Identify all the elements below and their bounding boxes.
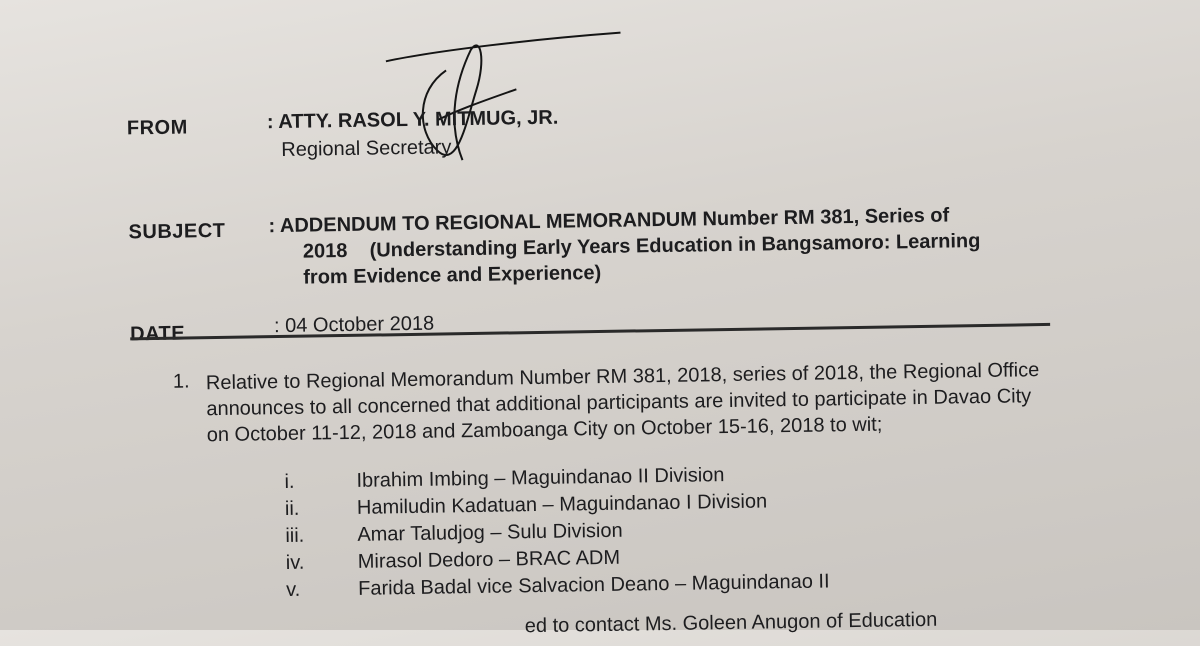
cutoff-text: ed to contact Ms. Goleen Anugon of Education [525, 609, 938, 638]
paragraph-text: Relative to Regional Memorandum Number RM 381, 2018, series of 2018, the Regional Office announces to all concerned that additional participants are invited to participate in Davao City on October 11-12, 2018 and Zamboanga City on October 15-16, 2018 to wit; [206, 357, 1057, 448]
subject-line-3: from Evidence and Experience) [303, 262, 601, 290]
date-label: DATE [130, 323, 185, 347]
participant-name: Mirasol Dedoro – BRAC ADM [358, 547, 621, 574]
participant-name: Hamiludin Kadatuan – Maguindanao I Division [357, 490, 768, 519]
participant-name: Farida Badal vice Salvacion Deano – Maguindanao II [358, 570, 830, 600]
participant-list [284, 471, 286, 606]
list-numeral: iii. [285, 524, 345, 548]
from-title: Regional Secretary [281, 136, 451, 162]
subject-line-2: 2018 (Understanding Early Years Education in Bangsamoro: Learning [303, 230, 981, 264]
participant-name: Amar Taludjog – Sulu Division [357, 520, 623, 547]
list-numeral: i. [284, 470, 344, 494]
list-numeral: iv. [286, 551, 346, 575]
date-value: : 04 October 2018 [274, 313, 434, 339]
divider [130, 323, 1050, 340]
paragraph-number: 1. [173, 370, 190, 393]
participant-name: Ibrahim Imbing – Maguindanao II Division [356, 464, 724, 493]
from-name: : ATTY. RASOL Y. MITMUG, JR. [267, 107, 559, 135]
list-numeral: v. [286, 578, 346, 602]
subject-label: SUBJECT [128, 220, 225, 245]
list-numeral: ii. [285, 497, 345, 521]
from-label: FROM [127, 116, 188, 140]
subject-line-1: : ADDENDUM TO REGIONAL MEMORANDUM Number RM 381, Series of [268, 205, 949, 239]
